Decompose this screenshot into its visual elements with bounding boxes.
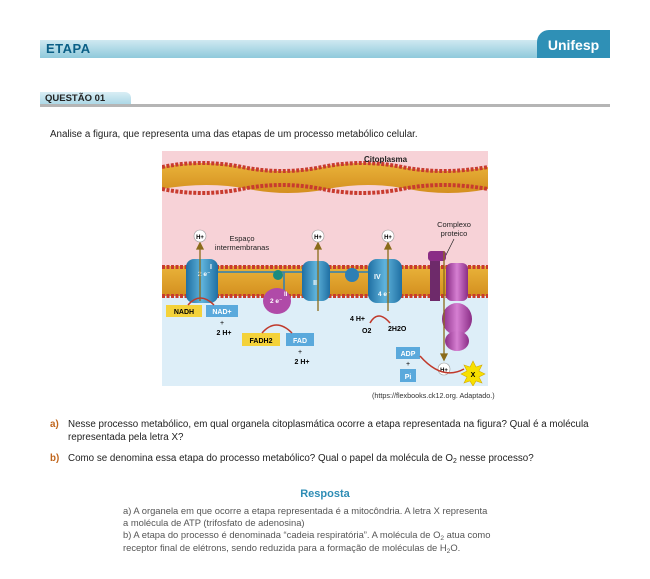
answer-title: Resposta: [300, 488, 350, 500]
item-text: Nesse processo metabólico, em qual organela citoplasmática ocorre a etapa representada na figura? Qual é a molécula representada pela letra X?: [68, 419, 589, 443]
complex-i: [186, 259, 218, 303]
label-2h-plus-2: 2 H+: [294, 359, 310, 366]
h-plus-1: H+: [196, 235, 204, 241]
label-citoplasma: Citoplasma: [364, 155, 408, 164]
label-complex-iii: III: [313, 280, 319, 287]
plus-1: +: [219, 320, 225, 327]
figure-source: (https://flexbooks.ck12.org. Adaptado.): [372, 391, 495, 400]
label-4h-plus: 4 H+: [350, 316, 365, 323]
label-o2: O2: [362, 328, 372, 335]
h-plus-4: H+: [440, 368, 448, 374]
label-2h-plus-1: 2 H+: [216, 330, 232, 337]
header-title: ETAPA: [46, 41, 91, 56]
label-nadh: NADH: [173, 309, 195, 316]
label-nad-plus: NAD+: [212, 309, 232, 316]
respiratory-chain-figure: [162, 151, 488, 386]
question-label: QUESTÃO 01: [40, 92, 131, 105]
label-complexo: Complexo: [437, 220, 471, 229]
answer-b2-end: O.: [450, 541, 461, 553]
answer-line-a1: a) A organela em que ocorre a etapa representada é a mitocôndria. A letra X representa: [123, 505, 488, 516]
label-proteico: proteico: [440, 229, 468, 238]
electrons-i: 2 e⁻: [198, 271, 211, 278]
item-text-post: nesse processo?: [456, 453, 534, 464]
answer-b1-sub: 2: [440, 535, 445, 543]
brand-tab: Unifesp: [537, 30, 610, 58]
complex-iv: [368, 259, 402, 303]
label-complex-i: I: [210, 264, 212, 271]
answer-b2-text: receptor final de elétrons, sendo reduzida para a formação de moléculas de H: [123, 541, 447, 553]
header-bar: [40, 40, 610, 58]
question-divider: [40, 104, 610, 107]
label-pi: Pi: [404, 374, 412, 381]
answer-line-b1: [123, 529, 543, 541]
item-text-pre: Como se denomina essa etapa do processo metabólico? Qual o papel da molécula de O: [68, 453, 454, 464]
question-item-a: [50, 418, 595, 444]
h-plus-3: H+: [384, 235, 392, 241]
label-x: X: [470, 372, 476, 379]
item-letter: a): [50, 419, 59, 430]
question-item-b: [50, 452, 595, 465]
item-text: [50, 452, 595, 465]
label-intermembranas: intermembranas: [214, 243, 270, 252]
plus-3: +: [405, 361, 411, 368]
electrons-ii: 2 e⁻: [270, 298, 283, 305]
answer-body: [123, 505, 543, 554]
label-h2o: 2H2O: [388, 326, 407, 333]
item-letter: b): [50, 453, 60, 464]
answer-b2-sub: 2: [446, 547, 451, 555]
answer-line-a2: a molécula de ATP (trifosfato de adenosina): [123, 517, 305, 529]
question-intro: Analise a figura, que representa uma das etapas de um processo metabólico celular.: [50, 129, 418, 140]
answer-line-b2: [123, 542, 543, 554]
label-fadh2: FADH2: [249, 338, 273, 345]
h-plus-2: H+: [314, 235, 322, 241]
label-fad: FAD: [293, 338, 307, 345]
label-adp: ADP: [400, 351, 416, 358]
answer-b1-end: atua como: [444, 529, 491, 541]
label-complex-ii: II: [284, 292, 288, 298]
electrons-iv: 4 e⁻: [378, 291, 391, 298]
plus-2: +: [297, 349, 303, 356]
label-espaco: Espaço: [229, 234, 255, 243]
item-text-sub: 2: [453, 458, 457, 465]
label-complex-iv: IV: [374, 274, 381, 281]
answer-b1-text: b) A etapa do processo é denominada “cadeia respiratória”. A molécula de O: [123, 529, 441, 541]
